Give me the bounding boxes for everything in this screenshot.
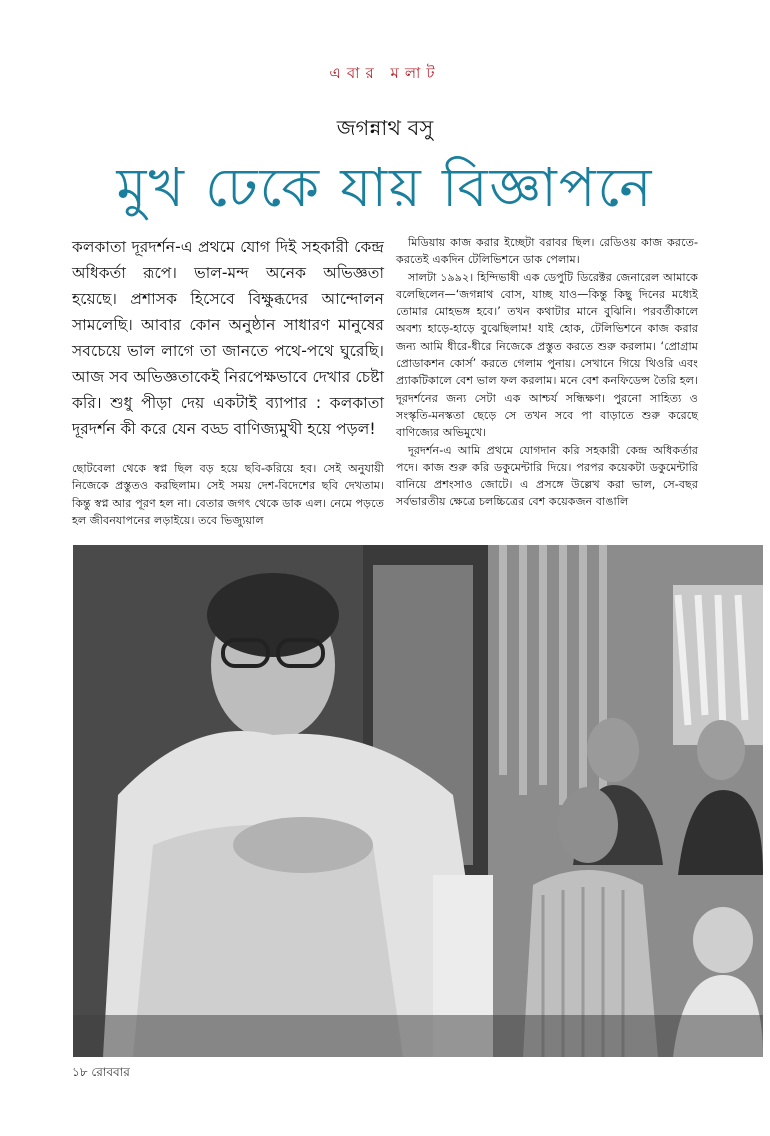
section-label: এবার মলাট xyxy=(329,64,441,82)
magazine-name: রোববার xyxy=(91,1065,130,1079)
right-column xyxy=(396,234,698,511)
article-headline: মুখ ঢেকে যায় বিজ্ঞাপনে xyxy=(116,156,654,219)
left-body-block xyxy=(72,460,384,529)
left-body-paragraph: ছোটবেলা থেকে স্বপ্ন ছিল বড় হয়ে ছবি-করিয়ে হব। সেই অনুযায়ী নিজেকে প্রস্তুতও করছিলাম। সেই সময় দেশ-বিদেশের ছবি দেখতাম। কিন্তু স্বপ্ন আর পূরণ হল না। বেতার জগৎ থেকে ডাক এল। নেমে পড়তে হল জীবনযাপনের লড়াইয়ে। তবে ভিজ্যুয়াল xyxy=(72,462,384,527)
article-photo xyxy=(73,545,763,1057)
right-paragraph-1: মিডিয়ায় কাজ করার ইচ্ছেটা বরাবর ছিল। রেডিওয় কাজ করতে-করতেই একদিন টেলিভিশনে ডাক পেলাম। xyxy=(396,236,698,267)
photo-illustration xyxy=(73,545,763,1057)
page-footer xyxy=(72,1064,130,1084)
page-number: ১৮ xyxy=(72,1065,88,1079)
lead-paragraph: কলকাতা দূরদর্শন-এ প্রথমে যোগ দিই সহকারী কেন্দ্র অধিকর্তা রূপে। ভাল-মন্দ অনেক অভিজ্ঞতা হয়েছে। প্রশাসক হিসেবে বিক্ষুব্ধদের আন্দোলন সামলেছি। আবার কোন অনুষ্ঠান সাধারণ মানুষের সবচেয়ে ভাল লাগে তা জানতে পথে-পথে ঘুরেছি। আজ সব অভিজ্ঞতাকেই নিরপেক্ষভাবে দেখার চেষ্টা করি। শুধু পীড়া দেয় একটাই ব্যাপার : কলকাতা দূরদর্শন কী করে যেন বড্ড বাণিজ্যমুখী হয়ে পড়ল! xyxy=(72,238,384,438)
right-paragraph-3: দূরদর্শন-এ আমি প্রথমে যোগদান করি সহকারী কেন্দ্র অধিকর্তার পদে। কাজ শুরু করি ডকুমেন্টারি দিয়ে। পরপর কয়েকটা ডকুমেন্টারি বানিয়ে প্রশংসাও জোটে। এ প্রসঙ্গে উল্লেখ করা ভাল, সে-বছর সর্বভারতীয় ক্ষেত্রে চলচ্চিত্রের বেশ কয়েকজন বাঙালি xyxy=(396,443,698,509)
lead-paragraph-block xyxy=(72,234,384,442)
author-byline: জগন্নাথ বসু xyxy=(336,116,434,140)
right-paragraph-2: সালটা ১৯৯২। হিন্দিভাষী এক ডেপুটি ডিরেক্টর জেনারেল আমাকে বলেছিলেন—‘জগন্নাথ বোস, যাচ্ছ যাও—কিন্তু কিছু দিনের মধ্যেই তোমার মোহভঙ্গ হবে।’ তখন কথাটার মানে বুঝিনি। পরবর্তীকালে অবশ্য হাড়ে-হাড়ে বুঝেছিলাম! যাই হোক, টেলিভিশনে কাজ করার জন্য আমি ধীরে-ধীরে নিজেকে প্রস্তুত করতে শুরু করলাম। ‘প্রোগ্রাম প্রোডাকশন কোর্স’ করতে গেলাম পুনায়। সেখানে গিয়ে থিওরি এবং প্র্যাকটিকালে বেশ ভাল ফল করলাম। মনে বেশ কনফিডেন্স তৈরি হল। দূরদর্শনের জন্য সেটা এক আশ্চর্য সন্ধিক্ষণ। পুরনো সাহিত্য ও সংস্কৃতি-মনস্কতা ছেড়ে সে তখন সবে পা বাড়াতে শুরু করেছে বাণিজ্যের অভিমুখে। xyxy=(396,270,698,440)
left-column xyxy=(72,234,384,529)
